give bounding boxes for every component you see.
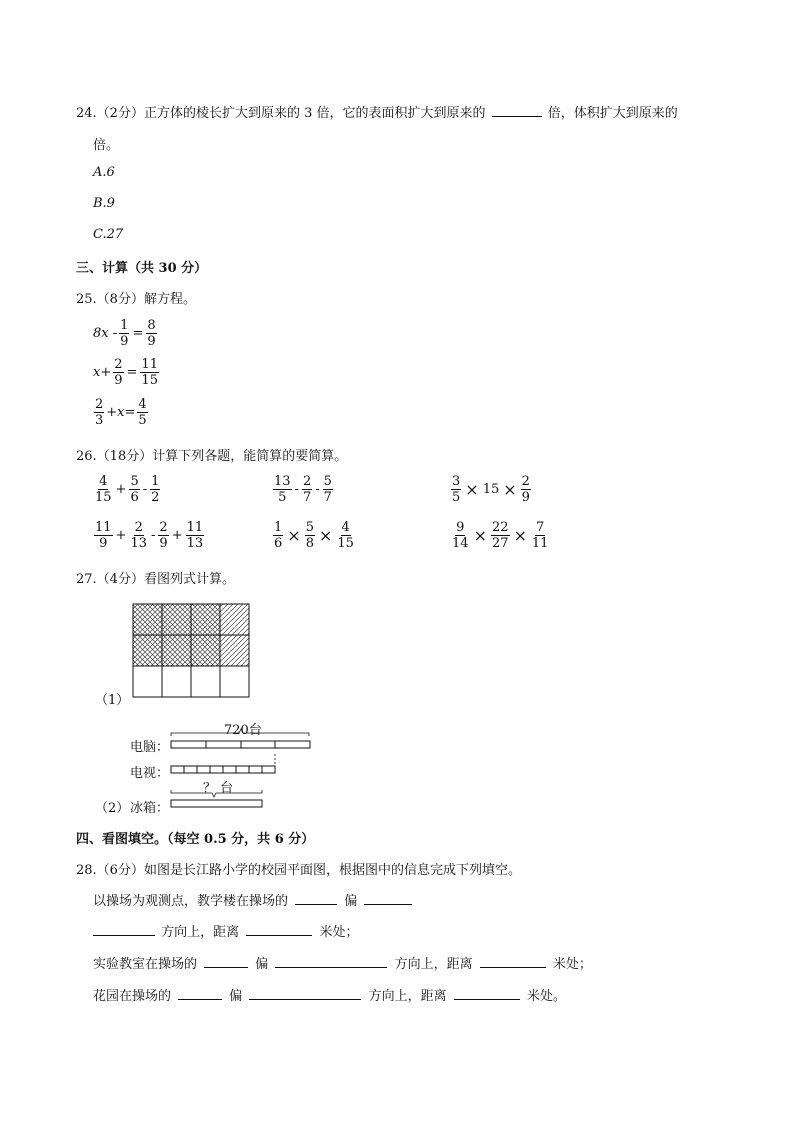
q28-blank-7 — [480, 955, 546, 968]
q27-label-1: （1） — [95, 693, 130, 708]
grid-figure — [130, 602, 254, 700]
q27-title: 27.（4分）看图列式计算。 — [76, 572, 235, 587]
q28-line2: 方向上，距离 米处； — [93, 921, 358, 940]
q24-line2: 倍。 — [93, 138, 120, 153]
question-label: ？ 台 — [203, 781, 234, 796]
q24-option-a: A.6 — [93, 165, 115, 180]
q24-text-a: 24.（2分）正方体的棱长扩大到原来的 3 倍，它的表面积扩大到原来的 — [76, 106, 486, 121]
q28-line4: 花园在操场的 偏 方向上，距离 米处。 — [93, 989, 566, 1004]
q28-line1: 以操场为观测点，教学楼在操场的 偏 — [93, 890, 415, 909]
q26-expr-6: $\frac{9}{14}$ × $\frac{22}{27}$ × $\frac{7}{11}$ — [452, 520, 549, 551]
q24-option-c: C.27 — [93, 227, 124, 242]
segment-diagram — [165, 726, 315, 814]
eq1-left: 8x - — [93, 326, 118, 341]
label-fridge: 冰箱： — [130, 801, 170, 816]
eq3-frac2: $\frac{4}{5}$ — [138, 397, 147, 428]
eq2-left: x+ — [93, 365, 112, 380]
q28-title: 28.（6分）如图是长江路小学的校园平面图，根据图中的信息完成下列填空。 — [76, 863, 521, 878]
eq1-equals: = — [132, 326, 144, 341]
q26-expr-4: $\frac{11}{9}$ + $\frac{2}{13}$ - $\frac{2}{9}$ + $\frac{11}{13}$ — [95, 520, 204, 551]
q28-blank-8 — [178, 987, 222, 1000]
eq1-frac1: $\frac{1}{9}$ — [120, 318, 129, 349]
section-4-heading: 四、看图填空。（每空 0.5 分，共 6 分） — [76, 832, 315, 847]
q25-eq3 — [93, 397, 149, 428]
q26-expr-2: $\frac{13}{5}$ - $\frac{2}{7}$ - $\frac{5}{7}$ — [274, 474, 332, 505]
q28-blank-9 — [249, 987, 361, 1000]
eq3-frac1: $\frac{2}{3}$ — [95, 397, 104, 428]
q25-eq2 — [93, 357, 160, 388]
q26-expr-3: $\frac{3}{5}$ × 15 × $\frac{2}{9}$ — [452, 474, 530, 505]
eq3-mid: +x= — [106, 405, 136, 420]
q25-eq1 — [93, 318, 158, 349]
eq2-equals: = — [126, 365, 138, 380]
eq2-frac2: $\frac{11}{15}$ — [141, 357, 158, 388]
q24-option-b: B.9 — [93, 196, 115, 211]
q24-text-b: 倍，体积扩大到原来的 — [547, 106, 678, 121]
amount-label: 720台 — [224, 723, 262, 738]
q28-blank-5 — [204, 955, 248, 968]
q24-blank-1 — [492, 104, 542, 117]
q26-title: 26.（18分）计算下列各题，能简算的要简算。 — [76, 449, 348, 464]
eq2-frac1: $\frac{2}{9}$ — [114, 357, 123, 388]
label-computer: 电脑： — [130, 740, 170, 755]
section-3-heading: 三、计算（共 30 分） — [76, 261, 208, 276]
q26-expr-1: $\frac{4}{15}$ + $\frac{5}{6}$ - $\frac{1}{2}$ — [95, 474, 160, 505]
label-tv: 电视： — [130, 766, 170, 781]
q27-label-2: （2） — [95, 801, 130, 816]
q28-blank-1 — [295, 892, 337, 905]
q26-expr-5: $\frac{1}{6}$ × $\frac{5}{8}$ × $\frac{4}{15}$ — [274, 520, 354, 551]
q28-line3: 实验教室在操场的 偏 方向上，距离 米处； — [93, 957, 592, 972]
q28-blank-2 — [364, 892, 412, 905]
q28-blank-3 — [93, 923, 155, 936]
q24-line1 — [76, 102, 678, 121]
q25-title: 25.（8分）解方程。 — [76, 292, 196, 307]
eq1-frac2: $\frac{8}{9}$ — [147, 318, 156, 349]
q28-blank-6 — [275, 955, 387, 968]
q28-blank-4 — [246, 923, 312, 936]
q28-blank-10 — [454, 987, 520, 1000]
